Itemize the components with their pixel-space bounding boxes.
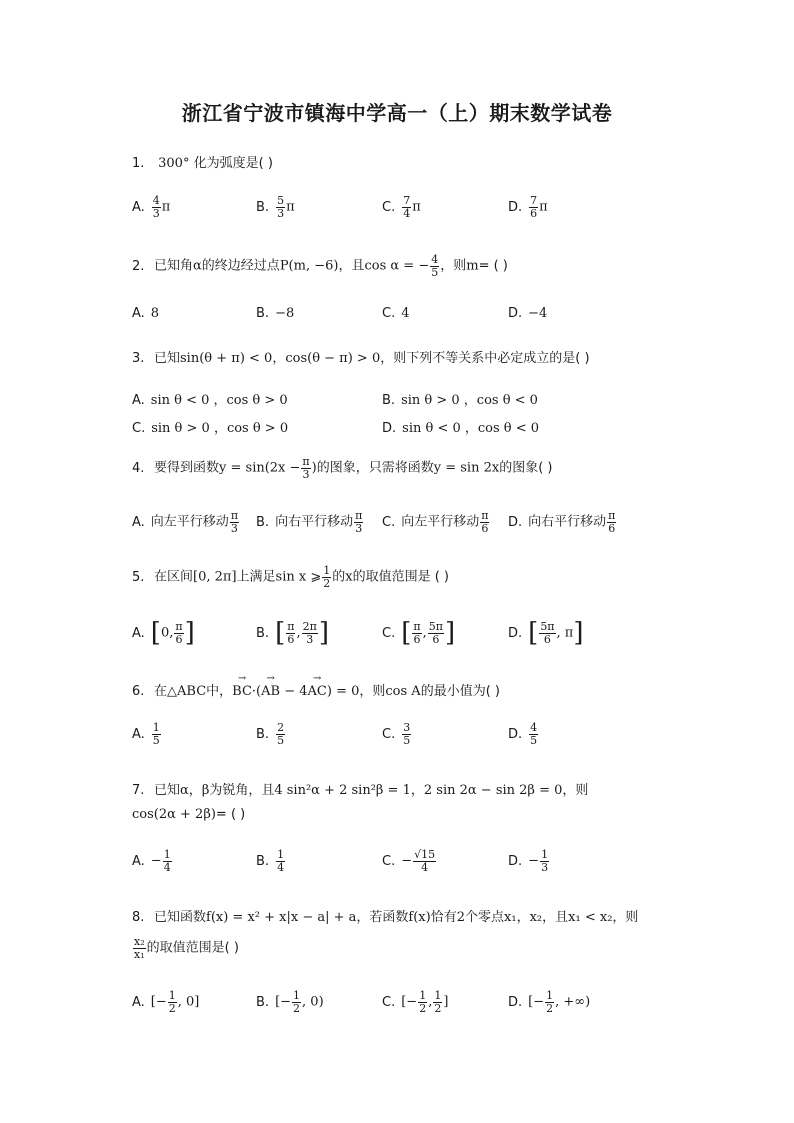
left-bracket: [ xyxy=(528,618,539,648)
question-text: ，则 xyxy=(359,684,386,699)
option-label: B. xyxy=(256,514,270,530)
question-text: 要得到函数 xyxy=(154,460,220,476)
option-label: D. xyxy=(508,625,523,641)
option-label: A. xyxy=(132,199,145,215)
question-number: 8. xyxy=(132,910,145,925)
option-6b[interactable] xyxy=(256,722,286,746)
fraction xyxy=(480,510,489,534)
question-number: 3. xyxy=(132,351,145,366)
fraction-denominator: 6 xyxy=(175,632,183,646)
question-math: x₂ xyxy=(529,910,543,925)
fraction xyxy=(230,510,239,534)
fraction xyxy=(540,849,549,873)
question-math: ) xyxy=(311,460,317,476)
question-text: ， xyxy=(272,351,286,366)
option-math: sin θ > 0 ，cos θ < 0 xyxy=(401,393,538,408)
fraction-numerator: √15 xyxy=(414,848,436,861)
fraction-denominator: 5 xyxy=(530,733,538,747)
fraction xyxy=(301,456,310,480)
question-text: 中， xyxy=(206,684,233,699)
fraction-numerator: 1 xyxy=(546,989,554,1002)
option-label: B. xyxy=(256,199,270,215)
option-label: D. xyxy=(382,421,397,436)
fraction xyxy=(413,849,436,873)
option-4d[interactable] xyxy=(508,510,617,534)
question-math: cos A xyxy=(385,684,421,699)
question-1 xyxy=(132,152,273,171)
fraction-denominator: 2 xyxy=(293,1001,301,1015)
question-math: sin(θ + π) < 0 xyxy=(180,351,273,366)
question-text: ，则 xyxy=(612,910,639,925)
fraction-denominator: x₁ xyxy=(134,947,145,961)
fraction-numerator: π xyxy=(355,509,363,522)
option-8b[interactable] xyxy=(256,990,324,1014)
right-bracket: ] xyxy=(444,618,456,648)
fraction-numerator: 2π xyxy=(302,619,317,633)
fraction xyxy=(302,621,318,645)
option-math: −4 xyxy=(528,306,548,321)
fraction-numerator: π xyxy=(287,619,295,633)
question-math: x₁ xyxy=(504,910,517,925)
fraction-numerator: 1 xyxy=(293,989,301,1002)
question-math: α xyxy=(193,258,202,274)
option-label: C. xyxy=(382,514,396,530)
question-math: f(x) xyxy=(408,910,431,925)
question-text: 上满足 xyxy=(236,569,276,585)
option-sign: − xyxy=(401,853,413,869)
option-label: A. xyxy=(132,625,145,641)
question-math: α xyxy=(180,783,189,798)
option-label: A. xyxy=(132,393,145,408)
vector-bc: → BC xyxy=(232,684,252,699)
option-label: B. xyxy=(256,726,270,742)
question-math: 2 xyxy=(456,910,466,925)
option-math: π xyxy=(539,199,548,215)
fraction-denominator: 3 xyxy=(355,521,363,535)
fraction xyxy=(539,621,555,645)
question-text: 的 xyxy=(332,569,346,585)
option-math: , xyxy=(428,994,433,1010)
question-math: β xyxy=(201,783,210,798)
option-1b[interactable] xyxy=(256,195,295,219)
fraction-numerator: 5π xyxy=(540,619,555,633)
option-label: B. xyxy=(256,306,270,321)
option-2c[interactable] xyxy=(382,306,410,321)
question-number: 4. xyxy=(132,460,145,476)
option-label: B. xyxy=(256,853,270,869)
option-label: A. xyxy=(132,726,145,742)
option-6d[interactable] xyxy=(508,722,539,746)
question-5 xyxy=(132,565,449,589)
fraction xyxy=(276,849,285,873)
question-text: 为锐角，且 xyxy=(209,783,275,798)
fraction-numerator: 3 xyxy=(403,721,411,734)
option-8a[interactable] xyxy=(132,990,199,1014)
fraction-numerator: π xyxy=(175,619,183,633)
fraction xyxy=(402,195,411,219)
fraction-denominator: 4 xyxy=(277,860,285,874)
option-sign: − xyxy=(150,853,162,869)
option-label: D. xyxy=(508,199,523,215)
option-math: sin θ > 0 ，cos θ > 0 xyxy=(151,421,289,436)
option-math: , +∞) xyxy=(555,994,591,1010)
fraction xyxy=(430,254,439,278)
question-text: ， xyxy=(188,783,202,798)
question-math: cos(θ − π) > 0 xyxy=(285,351,381,366)
fraction-denominator: 3 xyxy=(306,632,314,646)
fraction-numerator: 1 xyxy=(419,989,427,1002)
option-7b[interactable] xyxy=(256,849,286,873)
question-math: y = sin(2x − xyxy=(219,460,301,476)
option-label: C. xyxy=(132,421,146,436)
question-text: 的取值范围是( ) xyxy=(146,940,239,956)
fraction xyxy=(428,621,444,645)
question-math: ) = 0 xyxy=(326,684,360,699)
option-math: sin θ < 0 ，cos θ > 0 xyxy=(150,393,288,408)
question-8 xyxy=(132,906,638,925)
option-label: C. xyxy=(382,994,396,1010)
question-math: x₁ < x₂ xyxy=(568,910,613,925)
question-text: ，则下列不等关系中必定成立的是( ) xyxy=(380,351,590,366)
fraction-numerator: x₂ xyxy=(134,935,145,948)
option-math: , π xyxy=(556,625,574,641)
fraction-numerator: π xyxy=(302,455,310,468)
fraction xyxy=(276,195,285,219)
left-bracket: [ xyxy=(275,618,286,648)
fraction xyxy=(286,621,295,645)
option-label: C. xyxy=(382,306,396,321)
option-math: sin θ < 0 ，cos θ < 0 xyxy=(402,421,540,436)
option-7c[interactable] xyxy=(382,849,437,873)
question-7-line2 xyxy=(132,807,245,822)
fraction-numerator: π xyxy=(230,509,239,522)
fraction-denominator: 3 xyxy=(302,467,310,481)
question-text: 在区间 xyxy=(154,569,194,585)
question-text: 恰有 xyxy=(430,910,457,925)
fraction-denominator: 4 xyxy=(163,860,171,874)
option-label: D. xyxy=(508,514,523,530)
question-math: 4 sin²α + 2 sin²β = 1 xyxy=(274,783,411,798)
fraction-denominator: 4 xyxy=(421,860,429,874)
option-4b[interactable] xyxy=(256,510,364,534)
left-bracket: [ xyxy=(150,618,161,648)
fraction xyxy=(163,849,172,873)
option-6c[interactable] xyxy=(382,722,412,746)
fraction-numerator: 4 xyxy=(530,721,538,734)
fraction xyxy=(529,722,538,746)
option-math: 4 xyxy=(401,306,410,321)
option-label: C. xyxy=(382,726,396,742)
question-math: − 4 xyxy=(280,684,308,699)
option-3a[interactable] xyxy=(132,389,288,408)
fraction-numerator: 5 xyxy=(277,194,285,207)
fraction-numerator: 2 xyxy=(277,721,285,734)
option-5d[interactable] xyxy=(508,618,584,648)
option-math: π xyxy=(412,199,421,215)
option-math: , xyxy=(296,625,301,641)
fraction xyxy=(529,195,538,219)
question-2 xyxy=(132,254,508,278)
option-label: A. xyxy=(132,994,145,1010)
question-text: 已知角 xyxy=(154,258,194,274)
fraction-numerator: 4 xyxy=(152,194,160,207)
fraction xyxy=(354,510,363,534)
fraction-denominator: 3 xyxy=(152,206,160,220)
question-text: ，则 xyxy=(440,258,467,274)
option-math: ] xyxy=(443,994,449,1010)
fraction-denominator: 5 xyxy=(403,733,411,747)
option-6a[interactable] xyxy=(132,722,162,746)
option-1a[interactable] xyxy=(132,195,170,219)
option-math: [− xyxy=(275,994,292,1010)
option-1d[interactable] xyxy=(508,195,548,219)
fraction-denominator: 2 xyxy=(323,576,331,590)
option-label: A. xyxy=(132,514,145,530)
option-label: D. xyxy=(508,994,523,1010)
fraction-numerator: 7 xyxy=(530,194,538,207)
question-text: ，且 xyxy=(338,258,365,274)
option-4c[interactable] xyxy=(382,510,490,534)
question-text: 已知 xyxy=(154,351,181,366)
fraction-numerator: π xyxy=(481,509,489,522)
option-4a[interactable] xyxy=(132,510,240,534)
option-label: B. xyxy=(256,625,270,641)
question-text: 个零点 xyxy=(465,910,505,925)
fraction-denominator: 5 xyxy=(431,265,439,279)
option-math: 8 xyxy=(150,306,160,321)
question-math: 300° xyxy=(158,156,190,171)
option-label: B. xyxy=(382,393,396,408)
question-text: 已知 xyxy=(154,783,181,798)
option-text: 向右平行移动 xyxy=(275,514,354,530)
fraction-denominator: 6 xyxy=(481,521,489,535)
question-math: ·( xyxy=(251,684,262,699)
question-text: 的图象，只需将函数 xyxy=(316,460,434,476)
question-text: = ( ) xyxy=(215,807,246,822)
fraction-denominator: 6 xyxy=(413,632,421,646)
question-number: 5. xyxy=(132,569,145,585)
option-3d[interactable] xyxy=(382,417,539,436)
question-text: ， xyxy=(516,910,530,925)
fraction xyxy=(292,990,301,1014)
question-text: ，则 xyxy=(562,783,589,798)
option-label: A. xyxy=(132,853,145,869)
question-8-line2 xyxy=(132,936,239,960)
right-bracket: ] xyxy=(318,618,329,648)
fraction xyxy=(433,990,442,1014)
fraction-numerator: 5π xyxy=(428,619,443,633)
question-number: 1. xyxy=(132,156,145,171)
vector-ab: → AB xyxy=(261,684,280,699)
question-6 xyxy=(132,680,500,699)
fraction xyxy=(607,510,616,534)
option-math: , 0) xyxy=(302,994,324,1010)
option-math: [− xyxy=(150,994,167,1010)
fraction-numerator: 4 xyxy=(431,253,439,266)
fraction-numerator: 7 xyxy=(403,194,411,207)
option-math: [− xyxy=(401,994,418,1010)
fraction xyxy=(418,990,427,1014)
fraction-numerator: 1 xyxy=(541,848,549,861)
option-label: A. xyxy=(132,306,145,321)
option-label: C. xyxy=(382,853,396,869)
fraction-denominator: 2 xyxy=(434,1001,442,1015)
fraction xyxy=(545,990,554,1014)
fraction-denominator: 5 xyxy=(152,733,160,747)
fraction-denominator: 6 xyxy=(608,521,616,535)
fraction-denominator: 2 xyxy=(419,1001,427,1015)
question-text: ，且 xyxy=(542,910,569,925)
vector-ac: → AC xyxy=(308,684,327,699)
option-label: C. xyxy=(382,625,396,641)
question-text: 的最小值为( ) xyxy=(420,684,500,699)
fraction-numerator: π xyxy=(608,509,616,522)
question-math: △ABC xyxy=(167,684,207,699)
option-text: 向右平行移动 xyxy=(528,514,607,530)
fraction xyxy=(152,195,161,219)
option-label: B. xyxy=(256,994,270,1010)
fraction-denominator: 2 xyxy=(546,1001,554,1015)
question-text: 在 xyxy=(154,684,168,699)
option-label: D. xyxy=(508,853,523,869)
option-7a[interactable] xyxy=(132,849,173,873)
option-8c[interactable] xyxy=(382,990,448,1014)
fraction-denominator: 6 xyxy=(530,206,538,220)
fraction-denominator: 6 xyxy=(543,632,551,646)
option-math: 0, xyxy=(160,625,174,641)
question-math: m xyxy=(466,258,479,274)
fraction-numerator: 1 xyxy=(434,989,442,1002)
fraction-numerator: π xyxy=(413,619,421,633)
question-text: 的取值范围是 ( ) xyxy=(352,569,450,585)
right-bracket: ] xyxy=(573,618,584,648)
page-title: 浙江省宁波市镇海中学高一（上）期末数学试卷 xyxy=(181,101,613,125)
option-8d[interactable] xyxy=(508,990,590,1014)
question-number: 6. xyxy=(132,684,145,699)
fraction xyxy=(276,722,285,746)
option-1c[interactable] xyxy=(382,195,421,219)
fraction-denominator: 6 xyxy=(287,632,295,646)
fraction-denominator: 3 xyxy=(230,521,238,535)
question-math: sin x ⩾ xyxy=(275,569,322,585)
question-7 xyxy=(132,779,588,798)
option-math: π xyxy=(161,199,171,215)
question-4 xyxy=(132,456,552,480)
question-math: cos α = − xyxy=(364,258,430,274)
question-text: ， xyxy=(410,783,424,798)
option-math: , xyxy=(422,625,427,641)
question-text: 的图象( ) xyxy=(499,460,553,476)
option-label: D. xyxy=(508,726,523,742)
left-bracket: [ xyxy=(401,618,412,648)
option-math: , 0] xyxy=(177,994,200,1010)
fraction-denominator: 3 xyxy=(277,206,285,220)
question-number: 7. xyxy=(132,783,145,798)
right-bracket: ] xyxy=(184,618,195,648)
fraction-denominator: 4 xyxy=(403,206,411,220)
fraction xyxy=(133,936,146,960)
option-5a[interactable] xyxy=(132,618,195,648)
question-text: = ( ) xyxy=(478,258,508,274)
option-5c[interactable] xyxy=(382,618,455,648)
question-text: ，若函数 xyxy=(356,910,409,925)
question-math: f(x) = x² + x|x − a| + a xyxy=(206,910,357,925)
question-math: cos(2α + 2β) xyxy=(132,807,216,822)
question-text: 的终边经过点 xyxy=(201,258,280,274)
option-math: π xyxy=(286,199,295,215)
option-math: [− xyxy=(528,994,545,1010)
fraction xyxy=(174,621,183,645)
question-math: P(m, −6) xyxy=(279,258,339,274)
option-label: D. xyxy=(508,306,523,321)
option-2a[interactable] xyxy=(132,306,159,321)
option-5b[interactable] xyxy=(256,618,329,648)
question-math: x xyxy=(345,569,353,585)
option-3c[interactable] xyxy=(132,417,288,436)
fraction-denominator: 2 xyxy=(168,1001,176,1015)
question-math: 2 sin 2α − sin 2β = 0 xyxy=(423,783,563,798)
option-sign: − xyxy=(528,853,540,869)
fraction xyxy=(152,722,161,746)
fraction-numerator: 1 xyxy=(168,989,176,1002)
question-text: 化为弧度是( ) xyxy=(193,156,273,171)
fraction-denominator: 6 xyxy=(432,632,440,646)
question-math: [0, 2π] xyxy=(193,569,237,585)
option-text: 向左平行移动 xyxy=(401,514,480,530)
option-2b[interactable] xyxy=(256,306,294,321)
fraction xyxy=(322,565,331,589)
question-text: 已知函数 xyxy=(154,910,207,925)
option-math: −8 xyxy=(275,306,295,321)
question-3 xyxy=(132,347,590,366)
fraction xyxy=(412,621,421,645)
option-2d[interactable] xyxy=(508,306,547,321)
fraction-numerator: 1 xyxy=(277,848,285,861)
fraction xyxy=(402,722,411,746)
fraction-denominator: 3 xyxy=(541,860,549,874)
option-3b[interactable] xyxy=(382,389,538,408)
question-number: 2. xyxy=(132,258,145,274)
fraction-numerator: 1 xyxy=(163,848,171,861)
fraction xyxy=(168,990,177,1014)
fraction-numerator: 1 xyxy=(323,564,331,577)
fraction-numerator: 1 xyxy=(152,721,160,734)
question-math: y = sin 2x xyxy=(433,460,500,476)
option-7d[interactable] xyxy=(508,849,550,873)
option-text: 向左平行移动 xyxy=(150,514,229,530)
fraction-denominator: 5 xyxy=(277,733,285,747)
option-label: C. xyxy=(382,199,396,215)
